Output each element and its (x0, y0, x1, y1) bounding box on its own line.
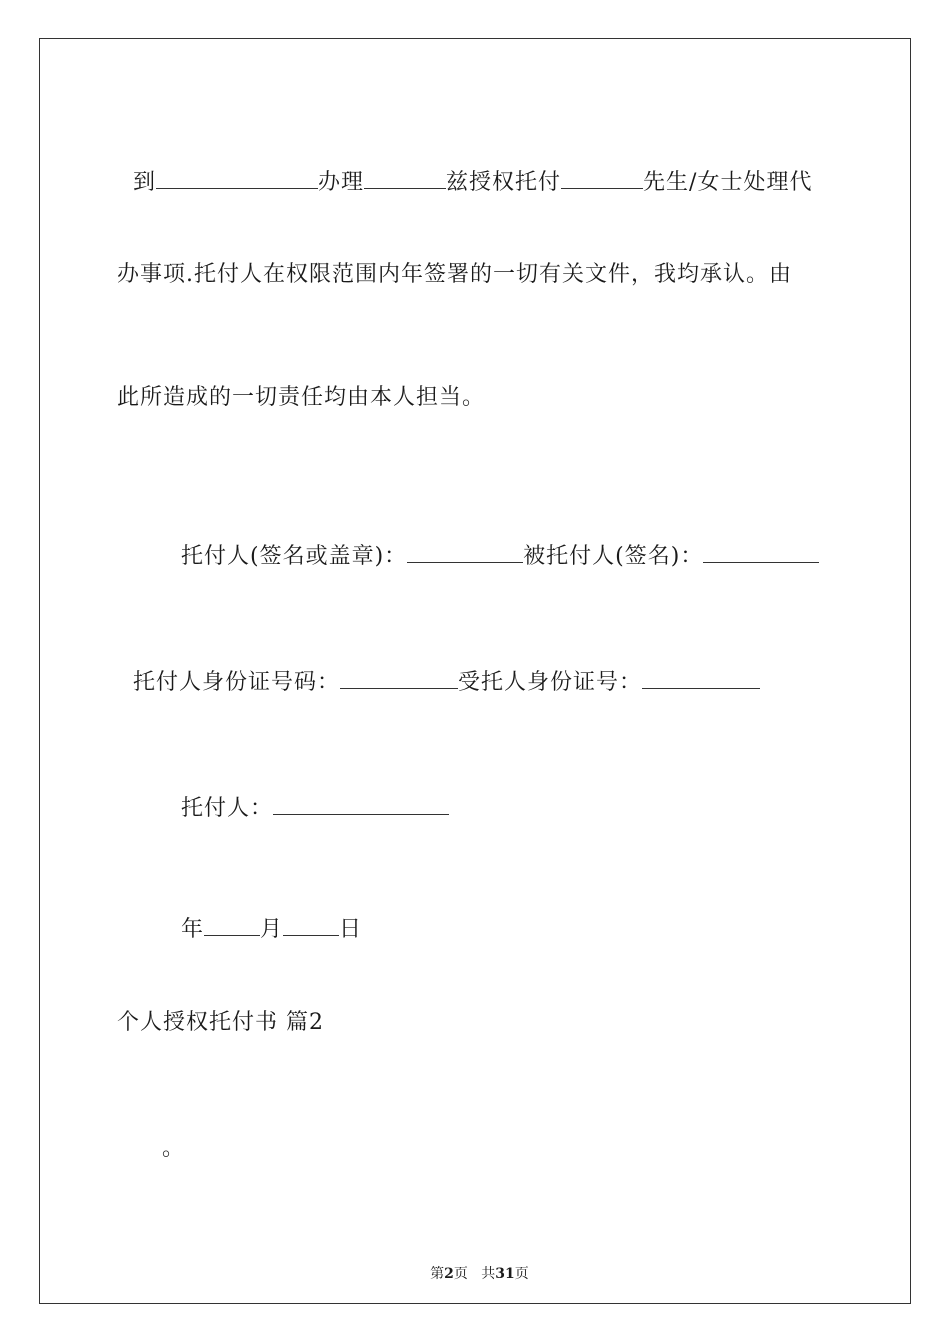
principal-label: 托付人： (181, 796, 274, 821)
blank-location (156, 166, 318, 189)
blank-matter (364, 166, 446, 189)
month-label: 月 (260, 917, 284, 942)
year-label: 年 (181, 917, 205, 942)
line1-text-1: 到 (133, 170, 157, 195)
footer-total-prefix: 共 (481, 1266, 496, 1282)
footer-total-unit: 页 (514, 1266, 529, 1282)
blank-principal-id (340, 666, 458, 689)
blank-agent-id (642, 666, 760, 689)
id-number-line (117, 636, 760, 698)
footer-page-number: 2 (444, 1266, 454, 1282)
principal-line (165, 762, 449, 824)
footer-total-pages: 31 (495, 1266, 515, 1282)
blank-principal-signature (407, 540, 523, 563)
body-line-2: 办事项.托付人在权限范围内年签署的一切有关文件，我均承认。由 (117, 262, 792, 287)
body-line-3: 此所造成的一切责任均由本人担当。 (117, 385, 486, 410)
blank-principal (273, 792, 449, 815)
line1-text-4: 先生/女士处理代 (643, 170, 813, 195)
line1-text-3: 兹授权托付 (446, 170, 562, 195)
principal-id-label: 托付人身份证号码： (133, 670, 341, 695)
line1-text-2: 办理 (318, 170, 365, 195)
blank-month (204, 913, 260, 936)
page-footer (0, 1244, 950, 1284)
day-label: 日 (339, 917, 363, 942)
principal-signature-label: 托付人(签名或盖章)： (181, 544, 408, 569)
blank-agent-signature (703, 540, 819, 563)
agent-signature-label: 被托付人(签名)： (523, 544, 704, 569)
section-heading: 个人授权托付书 篇2 (117, 1010, 324, 1035)
body-line-1 (117, 136, 812, 198)
date-line (165, 883, 362, 945)
blank-agent-name (561, 166, 643, 189)
footer-page-prefix: 第 (430, 1266, 445, 1282)
signature-line (165, 510, 819, 572)
body-line-9: 。 (162, 1136, 186, 1161)
footer-page-unit: 页 (453, 1266, 468, 1282)
blank-day (283, 913, 339, 936)
agent-id-label: 受托人身份证号： (458, 670, 643, 695)
